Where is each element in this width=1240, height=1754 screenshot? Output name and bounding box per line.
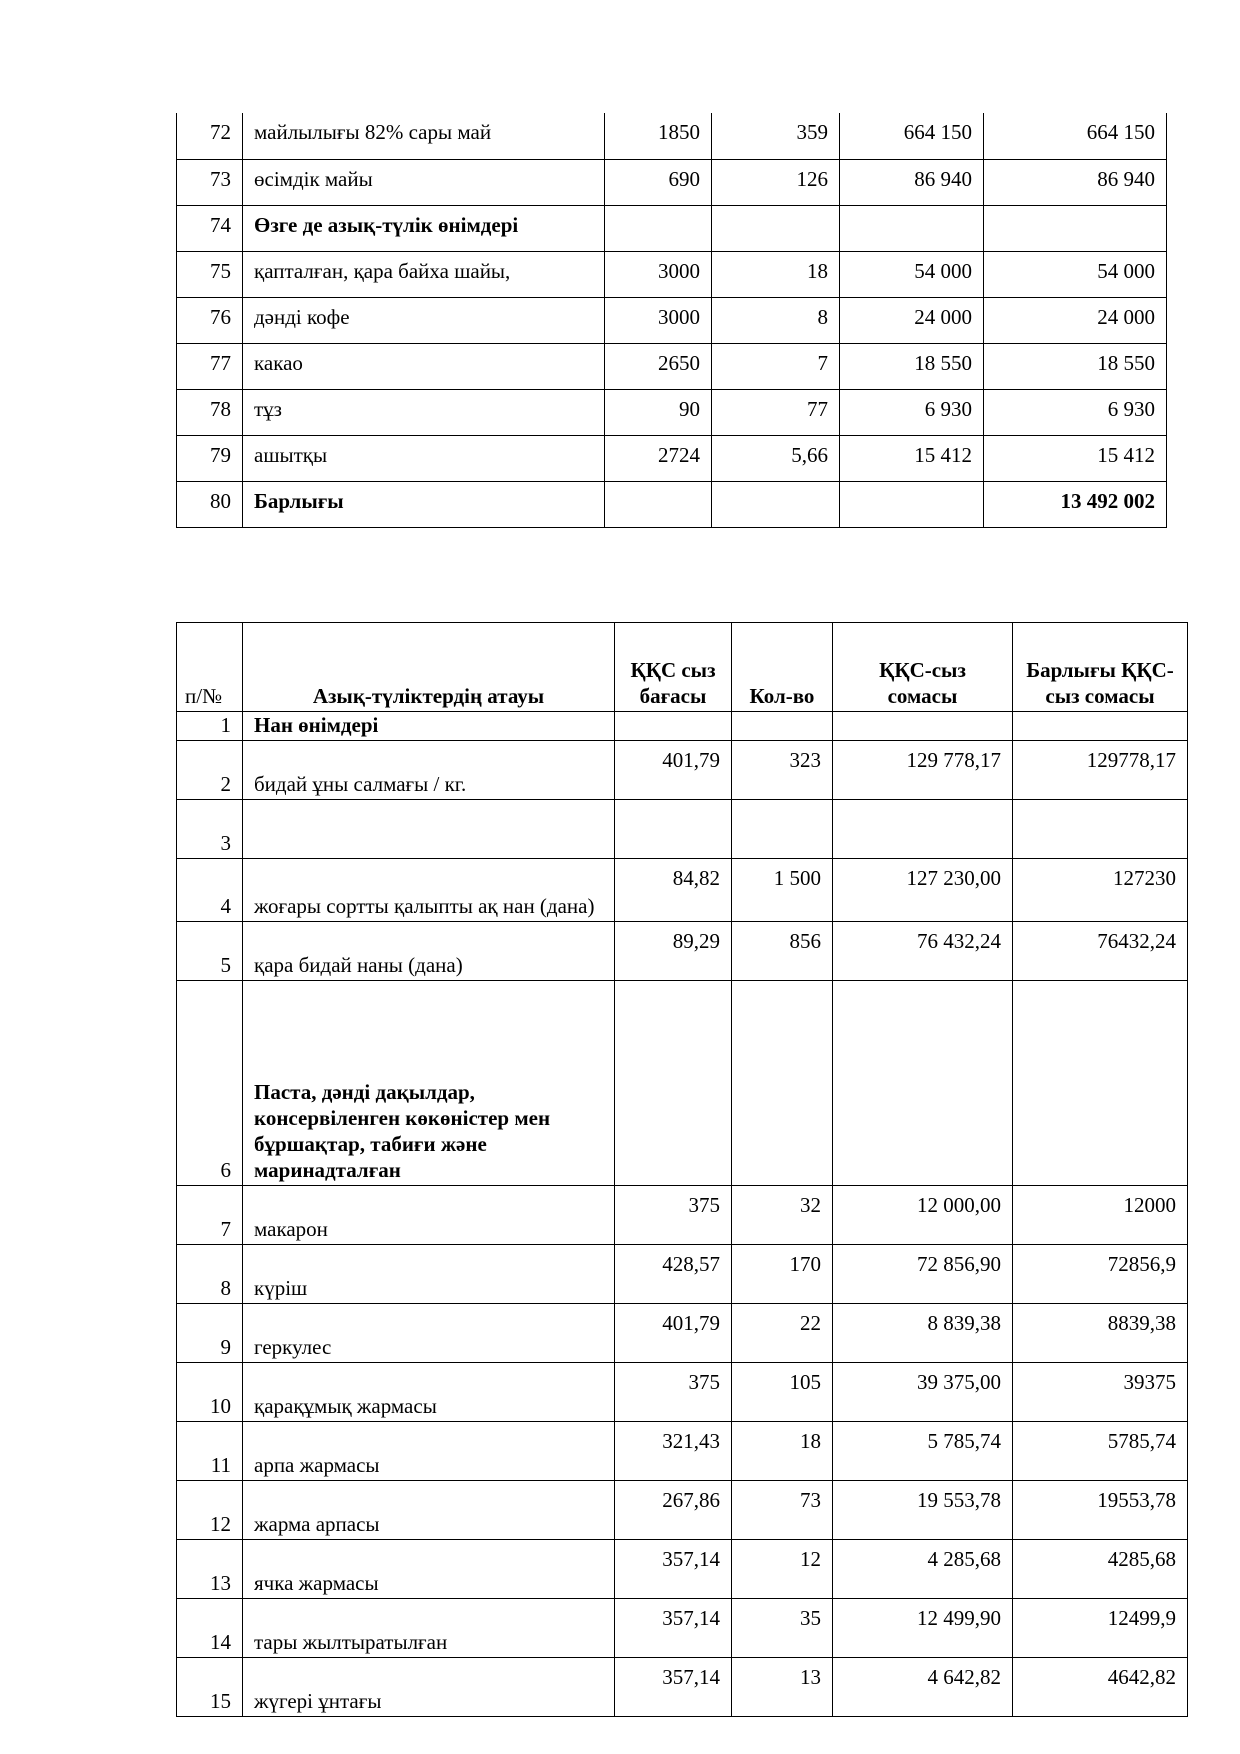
price-cell: 267,86	[615, 1481, 732, 1540]
product-name: какао	[243, 343, 605, 389]
sum-cell	[833, 981, 1013, 1186]
sum-cell: 54 000	[840, 251, 984, 297]
table-row	[177, 859, 1188, 922]
sum-cell: 12 499,90	[833, 1599, 1013, 1658]
product-name: қарақұмық жармасы	[243, 1363, 615, 1422]
row-number: 74	[177, 205, 243, 251]
table-row	[177, 1422, 1188, 1481]
quantity-cell: 73	[732, 1481, 833, 1540]
product-name: майлылығы 82% сары май	[243, 113, 605, 159]
product-name: жарма арпасы	[243, 1481, 615, 1540]
sum-cell	[833, 712, 1013, 741]
price-cell: 357,14	[615, 1540, 732, 1599]
product-name: дәнді кофе	[243, 297, 605, 343]
header-sum: ҚҚС-сыз сомасы	[833, 623, 1013, 712]
sum-cell: 18 550	[840, 343, 984, 389]
price-cell	[615, 712, 732, 741]
total-cell: 127230	[1013, 859, 1188, 922]
quantity-cell: 77	[712, 389, 840, 435]
sum-cell: 12 000,00	[833, 1186, 1013, 1245]
quantity-cell	[712, 481, 840, 527]
sum-cell: 4 285,68	[833, 1540, 1013, 1599]
price-cell: 428,57	[615, 1245, 732, 1304]
sum-cell	[833, 800, 1013, 859]
products-table-continued	[176, 113, 1167, 528]
sum-cell: 39 375,00	[833, 1363, 1013, 1422]
price-cell: 401,79	[615, 741, 732, 800]
category-name: Паста, дәнді дақылдар, консервіленген көкөністер мен бұршақтар, табиғи және маринадталған	[243, 981, 615, 1186]
table-row	[177, 1658, 1188, 1717]
header-quantity: Кол-во	[732, 623, 833, 712]
row-number: 1	[177, 712, 243, 741]
price-cell	[615, 981, 732, 1186]
product-name: жоғары сортты қалыпты ақ нан (дана)	[243, 859, 615, 922]
table-row	[177, 343, 1167, 389]
total-cell	[1013, 981, 1188, 1186]
table-row	[177, 205, 1167, 251]
grand-total-label: Барлығы	[243, 481, 605, 527]
table-row	[177, 1481, 1188, 1540]
row-number: 10	[177, 1363, 243, 1422]
price-cell	[605, 481, 712, 527]
product-name: геркулес	[243, 1304, 615, 1363]
total-cell: 129778,17	[1013, 741, 1188, 800]
sum-cell: 4 642,82	[833, 1658, 1013, 1717]
total-cell: 12499,9	[1013, 1599, 1188, 1658]
price-cell: 3000	[605, 251, 712, 297]
table-row	[177, 800, 1188, 859]
sum-cell: 129 778,17	[833, 741, 1013, 800]
row-number: 73	[177, 159, 243, 205]
row-number: 13	[177, 1540, 243, 1599]
sum-cell: 19 553,78	[833, 1481, 1013, 1540]
quantity-cell	[712, 205, 840, 251]
row-number: 77	[177, 343, 243, 389]
quantity-cell	[732, 712, 833, 741]
sum-cell	[840, 481, 984, 527]
table-row	[177, 1186, 1188, 1245]
total-cell: 18 550	[984, 343, 1167, 389]
quantity-cell: 170	[732, 1245, 833, 1304]
row-number: 76	[177, 297, 243, 343]
row-number: 80	[177, 481, 243, 527]
product-name: ашытқы	[243, 435, 605, 481]
products-table	[176, 622, 1188, 1717]
product-name: қара бидай наны (дана)	[243, 922, 615, 981]
table-row	[177, 981, 1188, 1186]
row-number: 79	[177, 435, 243, 481]
total-cell	[1013, 712, 1188, 741]
product-name: күріш	[243, 1245, 615, 1304]
table-row	[177, 1245, 1188, 1304]
header-total: Барлығы ҚҚС-сыз сомасы	[1013, 623, 1188, 712]
quantity-cell: 35	[732, 1599, 833, 1658]
row-number: 2	[177, 741, 243, 800]
price-cell: 2724	[605, 435, 712, 481]
total-cell: 6 930	[984, 389, 1167, 435]
quantity-cell: 8	[712, 297, 840, 343]
price-cell: 401,79	[615, 1304, 732, 1363]
table-row	[177, 251, 1167, 297]
table-row	[177, 389, 1167, 435]
row-number: 4	[177, 859, 243, 922]
table-header	[177, 623, 1188, 712]
quantity-cell: 126	[712, 159, 840, 205]
row-number: 72	[177, 113, 243, 159]
row-number: 3	[177, 800, 243, 859]
quantity-cell: 105	[732, 1363, 833, 1422]
table-row	[177, 297, 1167, 343]
price-cell: 357,14	[615, 1658, 732, 1717]
table-row	[177, 1540, 1188, 1599]
total-cell	[984, 205, 1167, 251]
total-cell: 24 000	[984, 297, 1167, 343]
price-cell	[605, 205, 712, 251]
row-number: 5	[177, 922, 243, 981]
product-name: арпа жармасы	[243, 1422, 615, 1481]
table-row	[177, 1363, 1188, 1422]
price-cell: 89,29	[615, 922, 732, 981]
total-cell: 8839,38	[1013, 1304, 1188, 1363]
total-cell: 4642,82	[1013, 1658, 1188, 1717]
price-cell: 690	[605, 159, 712, 205]
sum-cell: 6 930	[840, 389, 984, 435]
row-number: 14	[177, 1599, 243, 1658]
category-name: Өзге де азық-түлік өнімдері	[243, 205, 605, 251]
price-cell: 1850	[605, 113, 712, 159]
sum-cell: 5 785,74	[833, 1422, 1013, 1481]
row-number: 6	[177, 981, 243, 1186]
quantity-cell	[732, 981, 833, 1186]
quantity-cell: 32	[732, 1186, 833, 1245]
total-cell: 15 412	[984, 435, 1167, 481]
total-cell: 86 940	[984, 159, 1167, 205]
table-row	[177, 741, 1188, 800]
total-cell: 5785,74	[1013, 1422, 1188, 1481]
quantity-cell: 359	[712, 113, 840, 159]
price-cell: 357,14	[615, 1599, 732, 1658]
price-cell: 90	[605, 389, 712, 435]
table-row	[177, 113, 1167, 159]
product-name: тұз	[243, 389, 605, 435]
quantity-cell: 1 500	[732, 859, 833, 922]
product-name: ячка жармасы	[243, 1540, 615, 1599]
price-cell	[615, 800, 732, 859]
row-number: 9	[177, 1304, 243, 1363]
product-name: макарон	[243, 1186, 615, 1245]
quantity-cell: 18	[712, 251, 840, 297]
row-number: 11	[177, 1422, 243, 1481]
total-cell: 39375	[1013, 1363, 1188, 1422]
product-name: тары жылтыратылған	[243, 1599, 615, 1658]
product-name: қапталған, қара байха шайы,	[243, 251, 605, 297]
table-row	[177, 481, 1167, 527]
quantity-cell: 12	[732, 1540, 833, 1599]
header-number: п/№	[177, 623, 243, 712]
row-number: 7	[177, 1186, 243, 1245]
sum-cell: 15 412	[840, 435, 984, 481]
total-cell: 12000	[1013, 1186, 1188, 1245]
quantity-cell	[732, 800, 833, 859]
table-row	[177, 922, 1188, 981]
row-number: 78	[177, 389, 243, 435]
quantity-cell: 7	[712, 343, 840, 389]
sum-cell: 76 432,24	[833, 922, 1013, 981]
price-cell: 2650	[605, 343, 712, 389]
total-cell: 664 150	[984, 113, 1167, 159]
row-number: 8	[177, 1245, 243, 1304]
product-name	[243, 800, 615, 859]
row-number: 75	[177, 251, 243, 297]
quantity-cell: 856	[732, 922, 833, 981]
table-row	[177, 159, 1167, 205]
quantity-cell: 13	[732, 1658, 833, 1717]
total-cell: 76432,24	[1013, 922, 1188, 981]
quantity-cell: 18	[732, 1422, 833, 1481]
sum-cell: 24 000	[840, 297, 984, 343]
product-name: өсімдік майы	[243, 159, 605, 205]
grand-total-value: 13 492 002	[984, 481, 1167, 527]
header-price: ҚҚС сыз бағасы	[615, 623, 732, 712]
product-name: жүгері ұнтағы	[243, 1658, 615, 1717]
sum-cell: 127 230,00	[833, 859, 1013, 922]
sum-cell: 72 856,90	[833, 1245, 1013, 1304]
table-row	[177, 1304, 1188, 1363]
sum-cell	[840, 205, 984, 251]
header-name: Азық-түліктердің атауы	[243, 623, 615, 712]
price-cell: 375	[615, 1363, 732, 1422]
table-row	[177, 435, 1167, 481]
quantity-cell: 323	[732, 741, 833, 800]
row-number: 12	[177, 1481, 243, 1540]
sum-cell: 664 150	[840, 113, 984, 159]
price-cell: 321,43	[615, 1422, 732, 1481]
total-cell: 54 000	[984, 251, 1167, 297]
sum-cell: 86 940	[840, 159, 984, 205]
product-name: бидай ұны салмағы / кг.	[243, 741, 615, 800]
table-row	[177, 1599, 1188, 1658]
category-name: Нан өнімдері	[243, 712, 615, 741]
price-cell: 3000	[605, 297, 712, 343]
total-cell: 19553,78	[1013, 1481, 1188, 1540]
table-row	[177, 712, 1188, 741]
quantity-cell: 5,66	[712, 435, 840, 481]
price-cell: 84,82	[615, 859, 732, 922]
sum-cell: 8 839,38	[833, 1304, 1013, 1363]
total-cell: 72856,9	[1013, 1245, 1188, 1304]
quantity-cell: 22	[732, 1304, 833, 1363]
price-cell: 375	[615, 1186, 732, 1245]
total-cell	[1013, 800, 1188, 859]
total-cell: 4285,68	[1013, 1540, 1188, 1599]
row-number: 15	[177, 1658, 243, 1717]
